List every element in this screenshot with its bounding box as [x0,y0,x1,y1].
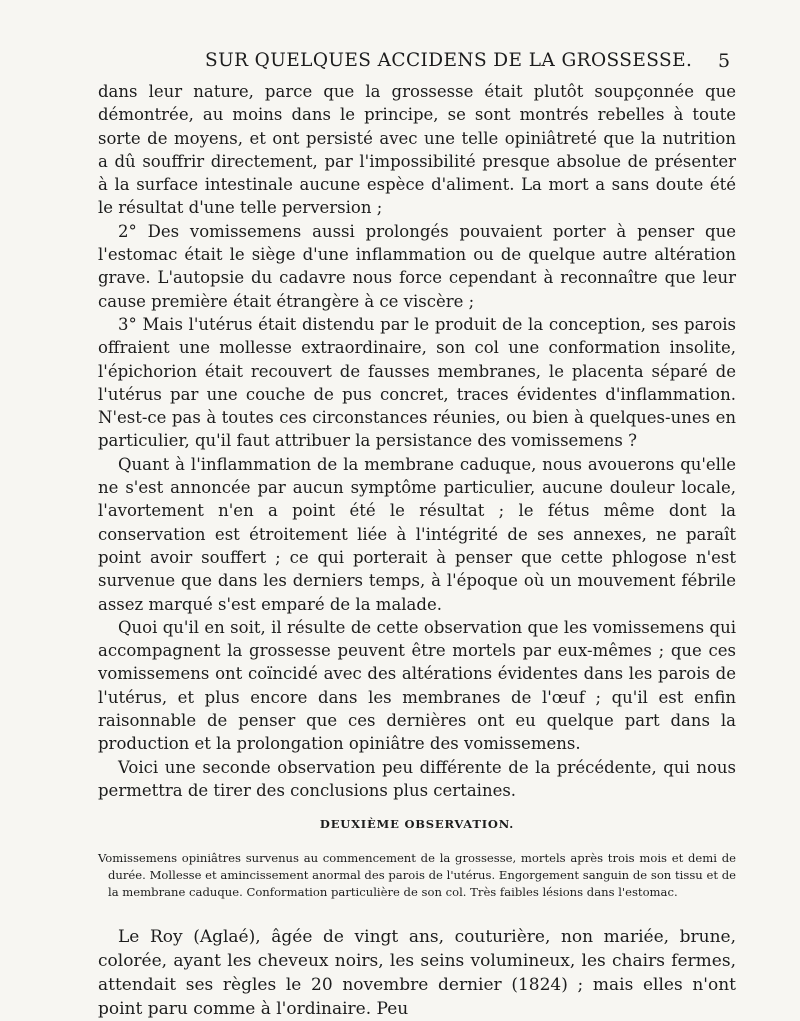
page-header [0,50,800,76]
paragraph-inflammation: Quant à l'inflammation de la membrane caduque, nous avouerons qu'elle ne s'est annoncée par aucun symptôme particulier, aucune douleur locale, l'avortement n'en a point été le résultat ; le fétus même dont la conservation est étroitement liée à l'intégrité de ses annexes, ne paraît point avoir souffert ; ce qui porterait à penser que cette phlogose n'est survenue que dans les derniers temps, à l'époque où un mouvement fébrile assez marqué s'est emparé de la malade. [98,454,736,614]
paragraph-transition: Voici une seconde observation peu différente de la précédente, qui nous permettra de tirer des conclusions plus certaines. [98,757,736,800]
page-body [98,80,736,1021]
paragraph-continuation: dans leur nature, parce que la grossesse était plutôt soupçonnée que démontrée, au moins dans le principe, se sont montrés rebelles à toute sorte de moyens, et ont persisté avec une telle opiniâtreté que la nutrition a dû souffrir directement, par l'impossibilité presque absolue de présenter à la surface intestinale aucune espèce d'aliment. La mort a sans doute été le résultat d'une telle perversion ; [98,82,736,218]
observation-summary: Vomissemens opiniâtres survenus au commencement de la grossesse, mortels après trois mois et demi de durée. Mollesse et amincissement anormal des parois de l'utérus. Engorgement sanguin de son tissu et de la membrane caduque. Conformation particulière de son col. Très faibles lésions dans l'estomac. [98,851,736,900]
paragraph-conclusion: Quoi qu'il en soit, il résulte de cette observation que les vomissemens qui accompagnent la grossesse peuvent être mortels par eux-mêmes ; que ces vomissemens ont coïncidé avec des altérations évidentes dans les parois de l'utérus, et plus encore dans les membranes de l'œuf ; qu'il est enfin raisonnable de penser que ces dernières ont eu quelque part dans la production et la prolongation opiniâtre des vomissemens. [98,617,736,754]
paragraph-point-3: 3° Mais l'utérus était distendu par le produit de la conception, ses parois offraient une mollesse extraordinaire, son col une conformation insolite, l'épichorion était recouvert de fausses membranes, le placenta séparé de l'utérus par une couche de pus concret, traces évidentes d'inflammation. N'est-ce pas à toutes ces circonstances réunies, ou bien à quelques-unes en particulier, qu'il faut attribuer la persistance des vomissemens ? [98,314,736,451]
paragraph-point-2: 2° Des vomissemens aussi prolongés pouvaient porter à penser que l'estomac était le siège d'une inflammation ou de quelque autre altération grave. L'autopsie du cadavre nous force cependant à reconnaître que leur cause première était étrangère à ce viscère ; [98,221,736,311]
running-title: SUR QUELQUES ACCIDENS DE LA GROSSESSE. [205,50,693,71]
page-number: 5 [718,50,731,72]
case-paragraph: Le Roy (Aglaé), âgée de vingt ans, couturière, non mariée, brune, colorée, ayant les cheveux noirs, les seins volumineux, les chairs fermes, attendait ses règles le 20 novembre dernier (1824) ; mais elles n'ont point paru comme à l'ordinaire. Peu [98,927,736,1020]
section-title: DEUXIÈME OBSERVATION. [319,817,515,832]
